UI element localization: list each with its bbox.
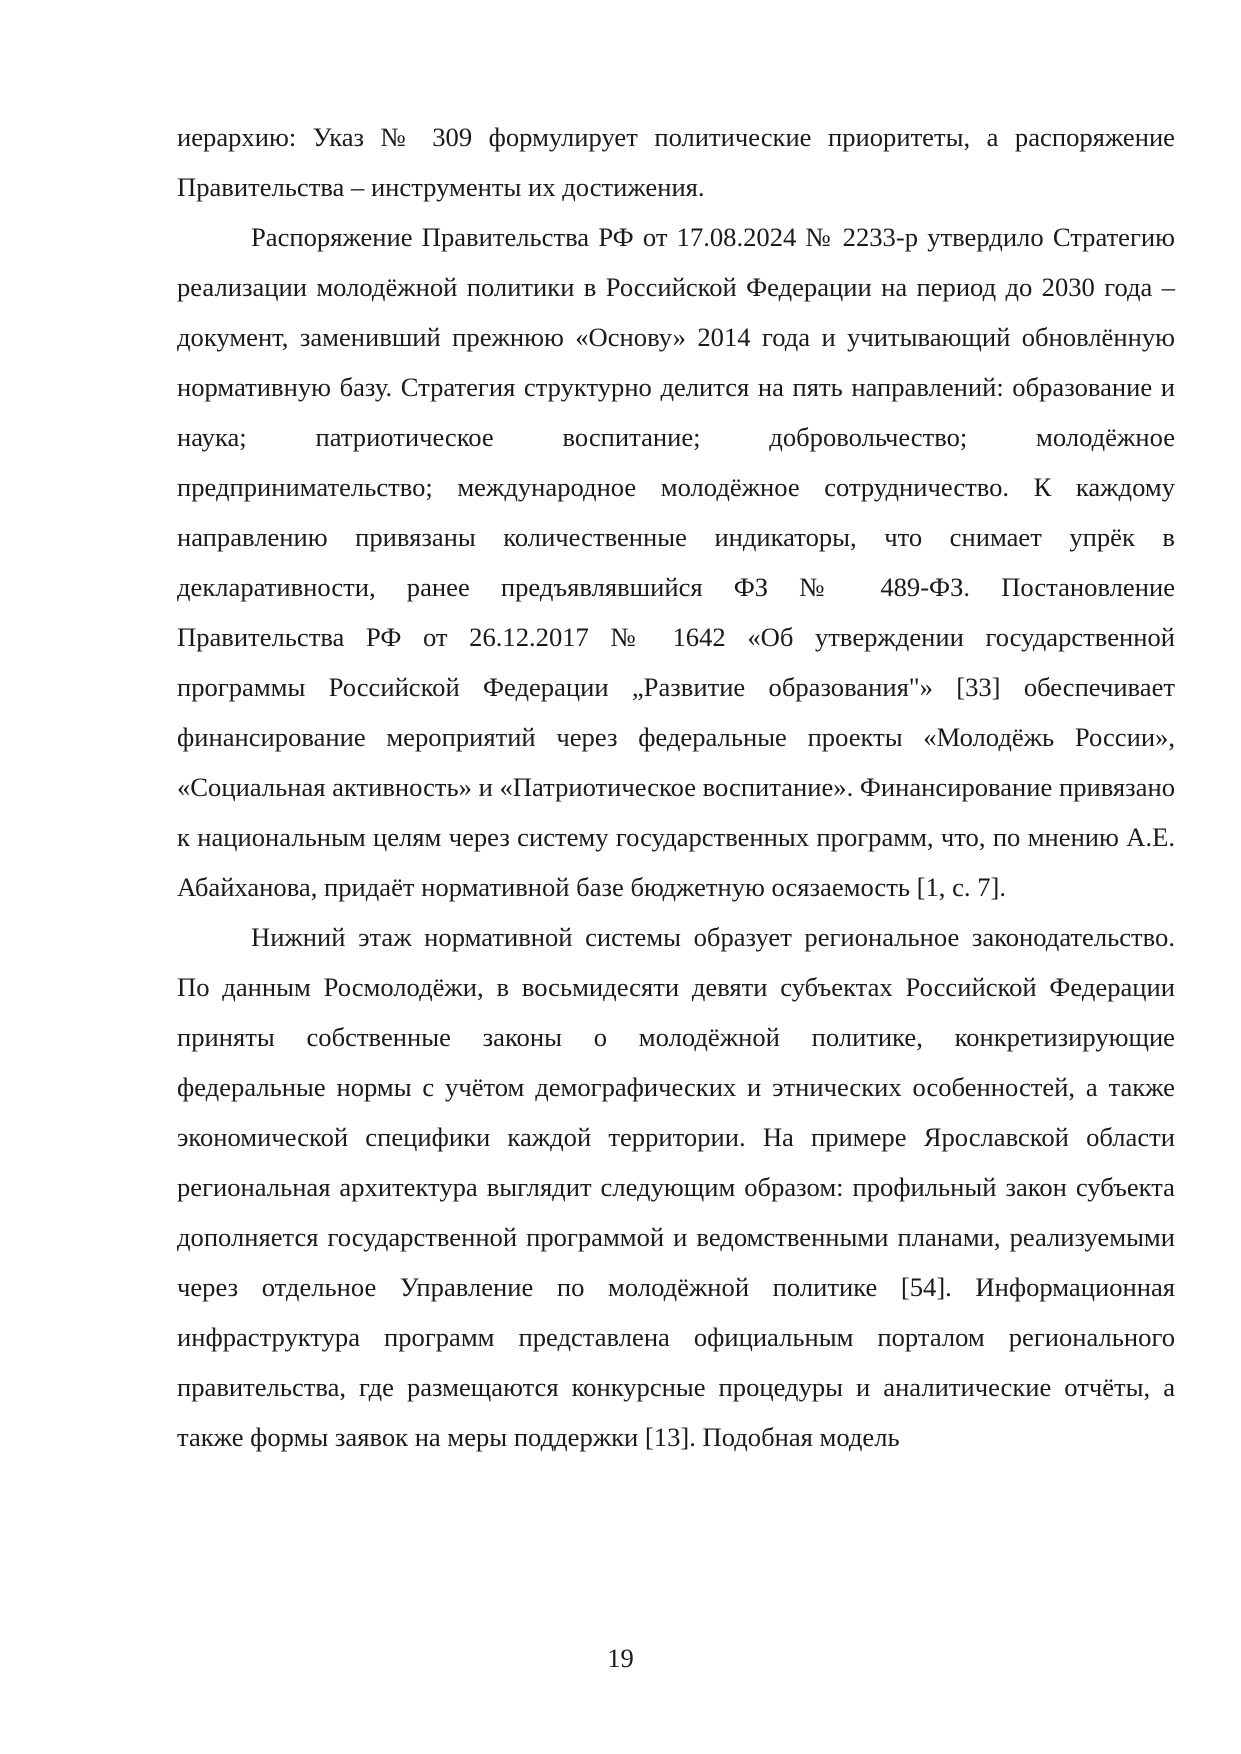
paragraph-2: Распоряжение Правительства РФ от 17.08.2024 № 2233-р утвердило Стратегию реализации молодёжной политики в Российской Федерации на период до 2030 года – документ, заменивший прежнюю «Основу» 2014 года и учитывающий обновлённую нормативную базу. Стратегия структурно делится на пять направлений: образование и наука; патриотическое воспитание; добровольчество; молодёжное предпринимательство; международное молодёжное сотрудничество. К каждому направлению привязаны количественные индикаторы, что снимает упрёк в декларативности, ранее предъявлявшийся ФЗ № 489-ФЗ. Постановление Правительства РФ от 26.12.2017 № 1642 «Об утверждении государственной программы Российской Федерации „Развитие образования"» [33] обеспечивает финансирование мероприятий через федеральные проекты «Молодёжь России», «Социальная активность» и «Патриотическое воспитание». Финансирование привязано к национальным целям через систему государственных программ, что, по мнению А.Е. Абайханова, придаёт нормативной базе бюджетную осязаемость [1, с. 7].: [177, 222, 1175, 902]
paragraph-1: иерархию: Указ № 309 формулирует политические приоритеты, а распоряжение Правительства – инструменты их достижения.: [177, 122, 1175, 202]
paragraph-3: Нижний этаж нормативной системы образует региональное законодательство. По данным Росмолодёжи, в восьмидесяти девяти субъектах Российской Федерации приняты собственные законы о молодёжной политике, конкретизирующие федеральные нормы с учётом демографических и этнических особенностей, а также экономической специфики каждой территории. На примере Ярославской области региональная архитектура выглядит следующим образом: профильный закон субъекта дополняется государственной программой и ведомственными планами, реализуемыми через отдельное Управление по молодёжной политике [54]. Информационная инфраструктура программ представлена официальным порталом регионального правительства, где размещаются конкурсные процедуры и аналитические отчёты, а также формы заявок на меры поддержки [13]. Подобная модель: [177, 922, 1175, 1452]
page-number: 19: [607, 1643, 634, 1673]
body-text: [177, 112, 1175, 1462]
